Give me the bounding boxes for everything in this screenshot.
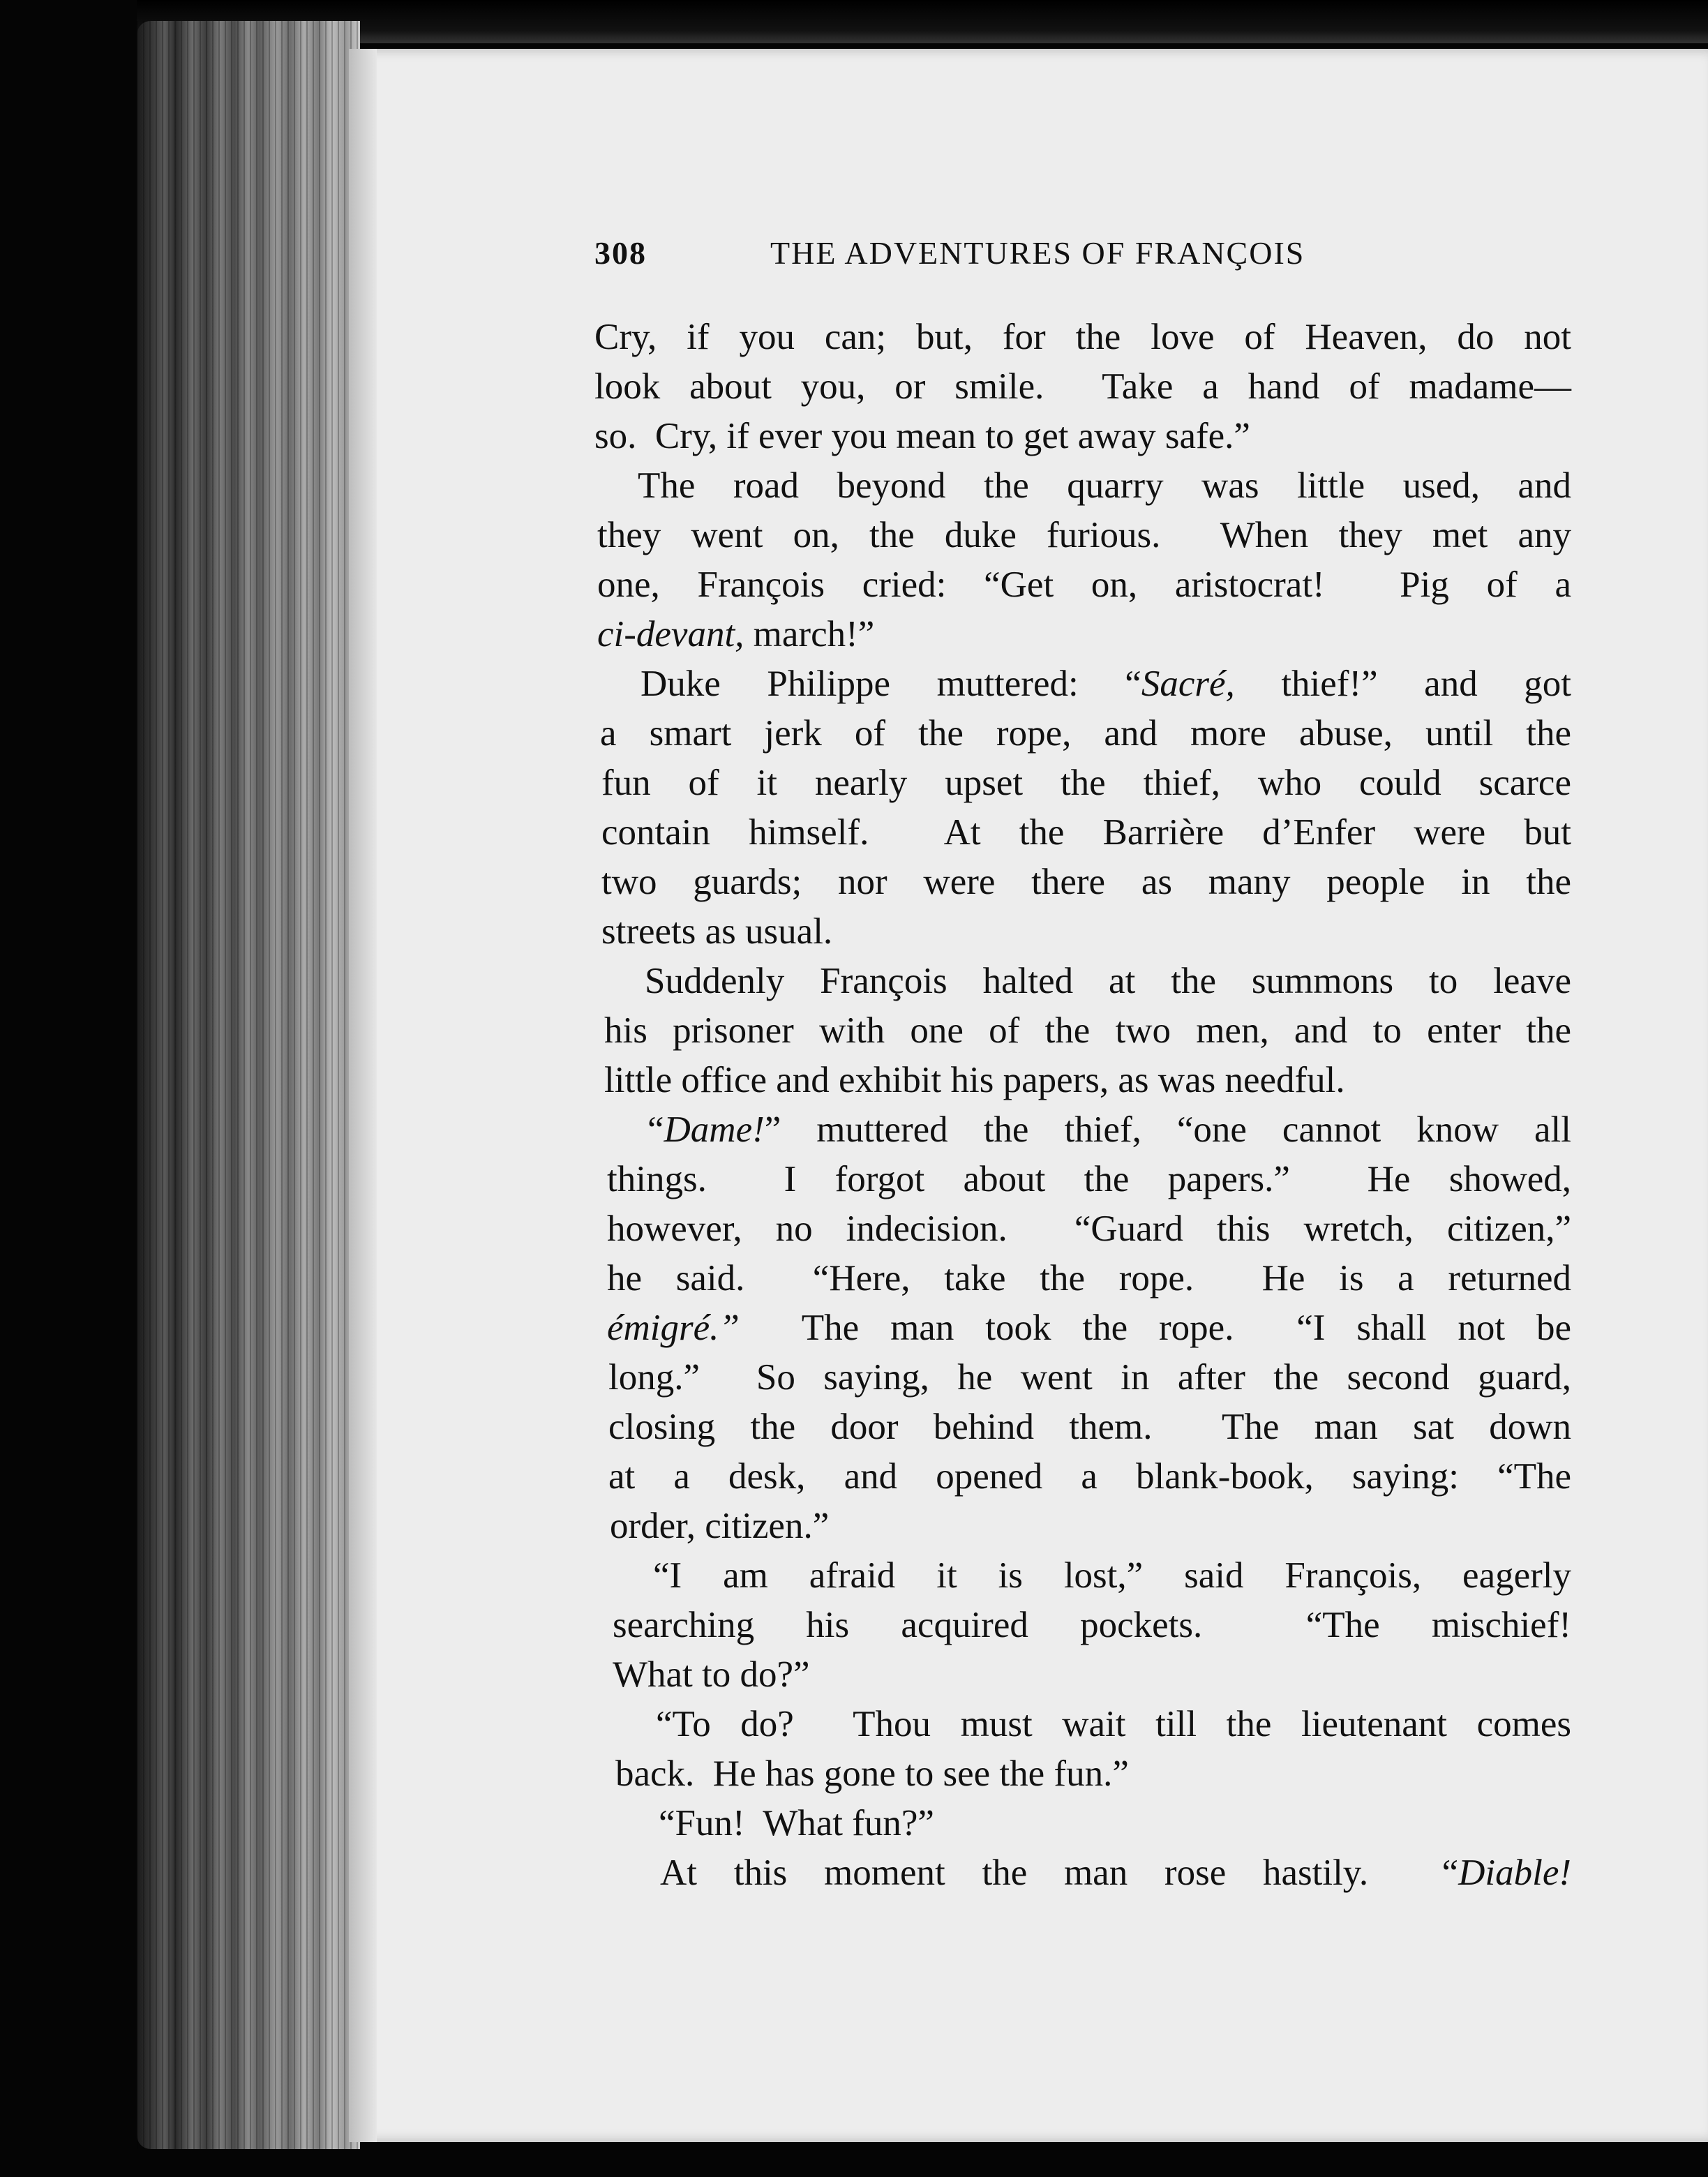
text-line: searching his acquired pockets. “The mischief! xyxy=(613,1605,1571,1645)
text-line: at a desk, and opened a blank-book, saying: “The xyxy=(608,1456,1571,1497)
page-number: 308 xyxy=(594,235,647,271)
text-line: “Fun! What fun?” xyxy=(659,1803,934,1843)
text-line: a smart jerk of the rope, and more abuse, until the xyxy=(600,713,1571,754)
text-line: closing the door behind them. The man sat down xyxy=(608,1407,1571,1447)
text-line: Suddenly François halted at the summons to leave xyxy=(645,961,1571,1001)
text-line: long.” So saying, he went in after the second guard, xyxy=(608,1357,1571,1398)
text-line: fun of it nearly upset the thief, who could scarce xyxy=(601,763,1571,803)
text-line: “Dame!” muttered the thief, “one cannot know all xyxy=(647,1109,1571,1150)
text-line: What to do?” xyxy=(613,1654,810,1695)
text-line: The road beyond the quarry was little used, and xyxy=(638,465,1571,506)
text-line: streets as usual. xyxy=(601,911,833,952)
text-line: back. He has gone to see the fun.” xyxy=(615,1753,1129,1794)
text-line: “To do? Thou must wait till the lieutenant comes xyxy=(656,1704,1571,1744)
text-line: contain himself. At the Barrière d’Enfer were but xyxy=(601,812,1571,853)
text-line: his prisoner with one of the two men, and to enter the xyxy=(604,1010,1571,1051)
text-line: order, citizen.” xyxy=(610,1506,830,1546)
page-header xyxy=(594,234,1390,276)
running-head: THE ADVENTURES OF FRANÇOIS xyxy=(770,235,1305,271)
page-edges xyxy=(137,21,360,2149)
text-line: At this moment the man rose hastily. “Diable! xyxy=(660,1853,1571,1893)
text-line: Duke Philippe muttered: “Sacré, thief!” and got xyxy=(640,664,1571,704)
text-line: one, François cried: “Get on, aristocrat! Pig of a xyxy=(597,564,1571,605)
body-text xyxy=(594,313,1571,1898)
text-line: he said. “Here, take the rope. He is a returned xyxy=(607,1258,1571,1299)
text-line: things. I forgot about the papers.” He showed, xyxy=(607,1159,1571,1199)
text-line: so. Cry, if ever you mean to get away safe.” xyxy=(594,416,1250,456)
text-line: émigré.” The man took the rope. “I shall not be xyxy=(607,1308,1571,1348)
book-top-edge xyxy=(137,0,1708,43)
text-line: look about you, or smile. Take a hand of madame— xyxy=(594,366,1571,407)
text-line: little office and exhibit his papers, as was needful. xyxy=(604,1060,1345,1100)
text-line: ci-devant, march!” xyxy=(597,614,875,654)
text-line: Cry, if you can; but, for the love of Heaven, do not xyxy=(594,317,1571,357)
text-line: two guards; nor were there as many people in the xyxy=(601,862,1571,902)
text-line: however, no indecision. “Guard this wretch, citizen,” xyxy=(607,1209,1571,1249)
text-line: “I am afraid it is lost,” said François, eagerly xyxy=(653,1555,1571,1596)
text-line: they went on, the duke furious. When they met any xyxy=(597,515,1571,555)
